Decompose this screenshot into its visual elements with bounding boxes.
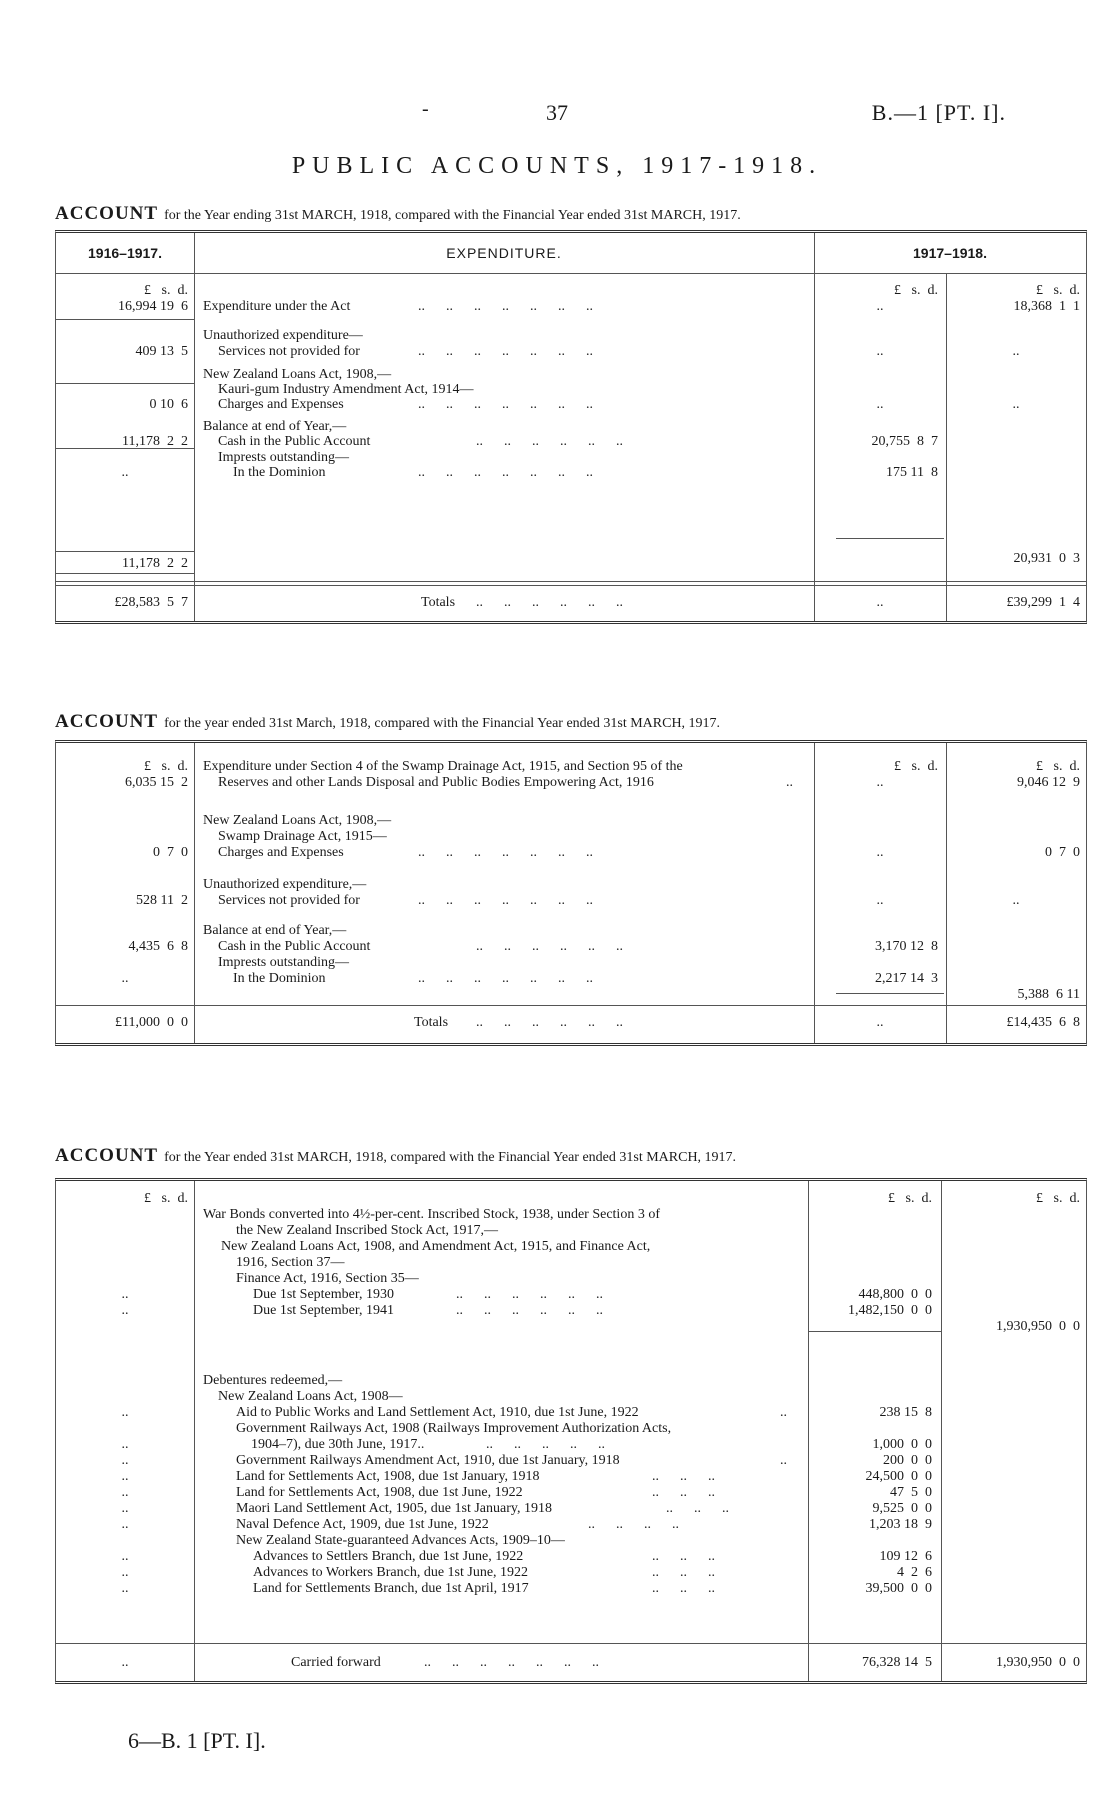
row-desc: Maori Land Settlement Act, 1905, due 1st January, 1918 <box>236 1501 552 1516</box>
totals-label: Totals <box>421 595 456 610</box>
row-sub: 109 12 6 <box>879 1549 932 1564</box>
row-desc: New Zealand Loans Act, 1908,— <box>203 813 392 828</box>
row-sub: 3,170 12 8 <box>875 939 938 954</box>
units-sub: £ s. d. <box>888 1191 932 1206</box>
account2-caption-text: for the year ended 31st March, 1918, compared with the Financial Year ended 31st MARCH, 1917. <box>164 716 721 731</box>
row-desc: Cash in the Public Account <box>218 434 371 449</box>
col-curr-year: 1917–1918. <box>913 245 987 261</box>
account3-caption <box>55 1145 736 1167</box>
row-desc: Unauthorized expenditure— <box>203 328 363 343</box>
row-desc: Due 1st September, 1941 <box>253 1303 394 1318</box>
row-sub: .. <box>876 397 884 412</box>
account3-caption-text: for the Year ended 31st MARCH, 1918, compared with the Financial Year ended 31st MARCH, 1917. <box>164 1150 737 1165</box>
totals-sub: .. <box>876 595 884 610</box>
row-total: 18,368 1 1 <box>1013 299 1080 314</box>
row-sub: .. <box>876 299 884 314</box>
row-desc: Charges and Expenses <box>218 397 344 412</box>
row-sub: 448,800 0 0 <box>858 1287 932 1302</box>
table-row: 409 13 5 <box>135 344 188 359</box>
row-desc: Naval Defence Act, 1909, due 1st June, 1922 <box>236 1517 489 1532</box>
table-row: .. <box>121 1405 129 1420</box>
totals-sub: .. <box>876 1015 884 1030</box>
row-total: 20,931 0 3 <box>1013 551 1080 566</box>
row-sub: 4 2 6 <box>897 1565 932 1580</box>
table-row: .. <box>121 1501 129 1516</box>
table-row: 6,035 15 2 <box>125 775 188 790</box>
row-desc: In the Dominion <box>233 465 326 480</box>
row-sub: 1,482,150 0 0 <box>848 1303 932 1318</box>
row-sub: .. <box>876 344 884 359</box>
totals-total: £14,435 6 8 <box>1006 1015 1080 1030</box>
totals-prev: £28,583 5 7 <box>114 595 188 610</box>
table-row: 11,178 2 2 <box>122 434 188 449</box>
row-desc: In the Dominion <box>233 971 326 986</box>
account2-caption <box>55 711 720 733</box>
table-row: .. <box>121 1549 129 1564</box>
table-row: .. <box>121 1303 129 1318</box>
row-desc: Balance at end of Year,— <box>203 419 347 434</box>
table-row: .. <box>121 1517 129 1532</box>
carried-label: Carried forward <box>291 1655 381 1670</box>
totals-total: £39,299 1 4 <box>1006 595 1080 610</box>
row-sub: 2,217 14 3 <box>875 971 938 986</box>
carried-total: 1,930,950 0 0 <box>996 1655 1080 1670</box>
row-total: .. <box>1012 893 1020 908</box>
row-total: 0 7 0 <box>1045 845 1080 860</box>
account1-table: 1916–1917. EXPENDITURE. 1917–1918. £ s. d. £ s. d. £ s. d. 16,994 19 6 Expenditure under the Act .. .. .. .. .. .. .. .. 18,368 1 1 Unauthorized expenditure— 409 13 5 Services not provided for .. .. .. .. .. .. .. .. .. New Zealand Loans Act, 1908,— Kauri-gum Industry Amendment Act, 1914— 0 10 6 Charges and Expenses .. .. .. .. .. .. .. .. .. Balance at end of Year,— 11,178 2 2 Cash in the Public Account .. .. .. .. .. .. 20,755 8 7 Imprests outstanding— .. In the Dominion .. .. .. .. .. .. .. 175 11 8 20,931 0 3 11,178 2 2 £28,583 5 7 Totals .. .. .. .. .. .. .. £39,299 1 4 <box>55 230 1087 624</box>
totals-label: Totals <box>414 1015 449 1030</box>
row-desc: Government Railways Amendment Act, 1910, due 1st January, 1918 <box>236 1453 620 1468</box>
row-desc: Services not provided for <box>218 344 360 359</box>
units-prev: £ s. d. <box>144 283 188 298</box>
row-desc: Services not provided for <box>218 893 360 908</box>
table-row: 0 10 6 <box>149 397 188 412</box>
war-bonds-line: Finance Act, 1916, Section 35— <box>236 1271 419 1286</box>
table-row: .. <box>121 1485 129 1500</box>
row-desc: Balance at end of Year,— <box>203 923 347 938</box>
table-row: .. <box>121 1287 129 1302</box>
page-footer: 6—B. 1 [PT. I]. <box>128 1728 266 1753</box>
col-prev-year: 1916–1917. <box>88 245 162 261</box>
row-desc: Imprests outstanding— <box>218 450 350 465</box>
table-row: .. <box>121 465 129 480</box>
row-desc: Kauri-gum Industry Amendment Act, 1914— <box>218 382 474 397</box>
row-sub: .. <box>876 845 884 860</box>
row-sub: 47 5 0 <box>890 1485 932 1500</box>
row-desc: Unauthorized expenditure,— <box>203 877 367 892</box>
war-bonds-line: War Bonds converted into 4½-per-cent. Inscribed Stock, 1938, under Section 3 of <box>203 1207 660 1222</box>
row-desc: Advances to Settlers Branch, due 1st June, 1922 <box>253 1549 524 1564</box>
table-row: 0 7 0 <box>153 845 188 860</box>
table-row: .. <box>121 1581 129 1596</box>
page-title: PUBLIC ACCOUNTS, 1917-1918. <box>291 153 823 179</box>
units-total: £ s. d. <box>1036 283 1080 298</box>
account2-label: ACCOUNT <box>55 711 159 732</box>
row-desc: Expenditure under Section 4 of the Swamp Drainage Act, 1915, and Section 95 of the <box>203 759 683 774</box>
table-row: .. <box>121 1453 129 1468</box>
row-desc: Land for Settlements Act, 1908, due 1st January, 1918 <box>236 1469 540 1484</box>
row-sub: 1,203 18 9 <box>869 1517 932 1532</box>
table-row: 11,178 2 2 <box>122 556 188 571</box>
row-total: 9,046 12 9 <box>1017 775 1080 790</box>
row-sub: 238 15 8 <box>879 1405 932 1420</box>
row-desc: Imprests outstanding— <box>218 955 350 970</box>
units-prev: £ s. d. <box>144 759 188 774</box>
row-sub: 175 11 8 <box>886 465 938 480</box>
row-total: 5,388 6 11 <box>1017 987 1080 1002</box>
account3-label: ACCOUNT <box>55 1145 159 1166</box>
row-desc: 1904–7), due 30th June, 1917.. <box>251 1437 425 1452</box>
row-desc: Land for Settlements Act, 1908, due 1st June, 1922 <box>236 1485 523 1500</box>
carried-prev: .. <box>121 1655 129 1670</box>
table-row: .. <box>121 1565 129 1580</box>
account1-label: ACCOUNT <box>55 203 159 224</box>
row-desc: Aid to Public Works and Land Settlement Act, 1910, due 1st June, 1922 <box>236 1405 639 1420</box>
loans-act: New Zealand Loans Act, 1908— <box>218 1389 403 1404</box>
row-desc: Charges and Expenses <box>218 845 344 860</box>
row-sub: 39,500 0 0 <box>865 1581 932 1596</box>
carried-sub: 76,328 14 5 <box>862 1655 932 1670</box>
units-total: £ s. d. <box>1036 759 1080 774</box>
war-bonds-line: 1916, Section 37— <box>236 1255 345 1270</box>
row-sub: 1,000 0 0 <box>872 1437 932 1452</box>
row-total: .. <box>1012 397 1020 412</box>
row-desc: Reserves and other Lands Disposal and Public Bodies Empowering Act, 1916 <box>218 775 654 790</box>
table-row: .. <box>121 1437 129 1452</box>
units-sub: £ s. d. <box>894 283 938 298</box>
row-sub: 20,755 8 7 <box>871 434 938 449</box>
account2-table: £ s. d. £ s. d. £ s. d. 6,035 15 2 Expenditure under Section 4 of the Swamp Drainage Act, 1915, and Section 95 of the Reserves and other Lands Disposal and Public Bodies Empowering Act, 1916 .. .. 9,046 12 9 New Zealand Loans Act, 1908,— Swamp Drainage Act, 1915— 0 7 0 Charges and Expenses .. .. .. .. .. .. .. .. 0 7 0 Unauthorized expenditure,— 528 11 2 Services not provided for .. .. .. .. .. .. .. .. .. Balance at end of Year,— 4,435 6 8 Cash in the Public Account .. .. .. .. .. .. 3,170 12 8 Imprests outstanding— .. In the Dominion .. .. .. .. .. .. .. 2,217 14 3 5,388 6 11 £11,000 0 0 Totals .. .. .. .. .. .. .. £14,435 6 8 <box>55 740 1087 1046</box>
account1-caption <box>55 203 741 225</box>
table-row: 16,994 19 6 <box>118 299 188 314</box>
row-total: .. <box>1012 344 1020 359</box>
row-desc: Expenditure under the Act <box>203 299 351 314</box>
row-sub: .. <box>876 775 884 790</box>
war-total: 1,930,950 0 0 <box>996 1319 1080 1334</box>
col-expenditure: EXPENDITURE. <box>446 245 562 261</box>
table-row: .. <box>121 971 129 986</box>
units-sub: £ s. d. <box>894 759 938 774</box>
row-desc: New Zealand Loans Act, 1908,— <box>203 367 392 382</box>
row-sub: 24,500 0 0 <box>865 1469 932 1484</box>
account3-table: £ s. d. £ s. d. £ s. d. War Bonds converted into 4½-per-cent. Inscribed Stock, 1938, under Section 3 of the New Zealand Inscribed Stock Act, 1917,— New Zealand Loans Act, 1908, and Amendment Act, 1915, and Finance Act, 1916, Section 37— Finance Act, 1916, Section 35— .. Due 1st September, 1930 .. .. .. .. .. .. 448,800 0 0 .. Due 1st September, 1941 .. .. .. .. .. .. 1,482,150 0 0 1,930,950 0 0 Debentures redeemed,— New Zealand Loans Act, 1908— .. Aid to Public Works and Land Settlement Act, 1910, due 1st June, 1922 .. 238 15 8 Government Railways Act, 1908 (Railways Improvement Authorization Acts, .. 1904–7), due 30th June, 1917.. .. .. .. .. .. 1,000 0 0 .. Government Railways Amendment Act, 1910, due 1st January, 1918 .. 200 0 0 .. Land for Settlements Act, 1908, due 1st January, 1918 .. .. .. 24,500 0 0 .. Land for Settlements Act, 1908, due 1st June, 1922 .. .. .. 47 5 0 .. Maori Land Settlement Act, 1905, due 1st January, 1918 .. .. .. 9,525 0 0 .. Naval Defence Act, 1909, due 1st June, 1922 .. .. .. .. 1,203 18 9 New Zealand State-guaranteed Advances Acts, 1909–10— .. Advances to Settlers Branch, due 1st June, 1922 .. .. .. 109 12 6 .. Advances to Workers Branch, due 1st June, 1922 .. .. .. 4 2 6 .. Land for Settlements Branch, due 1st April, 1917 .. .. .. 39,500 0 0 .. Carried forward .. .. .. .. .. .. .. 76,328 14 5 1,930,950 0 0 <box>55 1178 1087 1684</box>
row-desc: New Zealand State-guaranteed Advances Acts, 1909–10— <box>236 1533 565 1548</box>
units-total: £ s. d. <box>1036 1191 1080 1206</box>
page-number: 37 <box>546 100 568 125</box>
row-desc: Advances to Workers Branch, due 1st June, 1922 <box>253 1565 529 1580</box>
table-row: .. <box>121 1469 129 1484</box>
units-prev: £ s. d. <box>144 1191 188 1206</box>
account1-caption-text: for the Year ending 31st MARCH, 1918, compared with the Financial Year ended 31st MARCH, 1917. <box>164 208 741 223</box>
row-desc: Swamp Drainage Act, 1915— <box>218 829 387 844</box>
table-row: 4,435 6 8 <box>128 939 188 954</box>
war-bonds-line: New Zealand Loans Act, 1908, and Amendment Act, 1915, and Finance Act, <box>221 1239 651 1254</box>
row-desc: Land for Settlements Branch, due 1st April, 1917 <box>253 1581 529 1596</box>
row-sub: 9,525 0 0 <box>872 1501 932 1516</box>
row-sub: 200 0 0 <box>883 1453 932 1468</box>
header-dash: - <box>422 98 429 120</box>
row-sub: .. <box>876 893 884 908</box>
document-reference: B.—1 [PT. I]. <box>871 100 1006 125</box>
row-desc: Cash in the Public Account <box>218 939 371 954</box>
table-row: 528 11 2 <box>136 893 188 908</box>
totals-prev: £11,000 0 0 <box>115 1015 188 1030</box>
debentures-heading: Debentures redeemed,— <box>203 1373 343 1388</box>
war-bonds-line: the New Zealand Inscribed Stock Act, 1917,— <box>236 1223 499 1238</box>
row-desc: Government Railways Act, 1908 (Railways Improvement Authorization Acts, <box>236 1421 672 1436</box>
row-desc: Due 1st September, 1930 <box>253 1287 394 1302</box>
